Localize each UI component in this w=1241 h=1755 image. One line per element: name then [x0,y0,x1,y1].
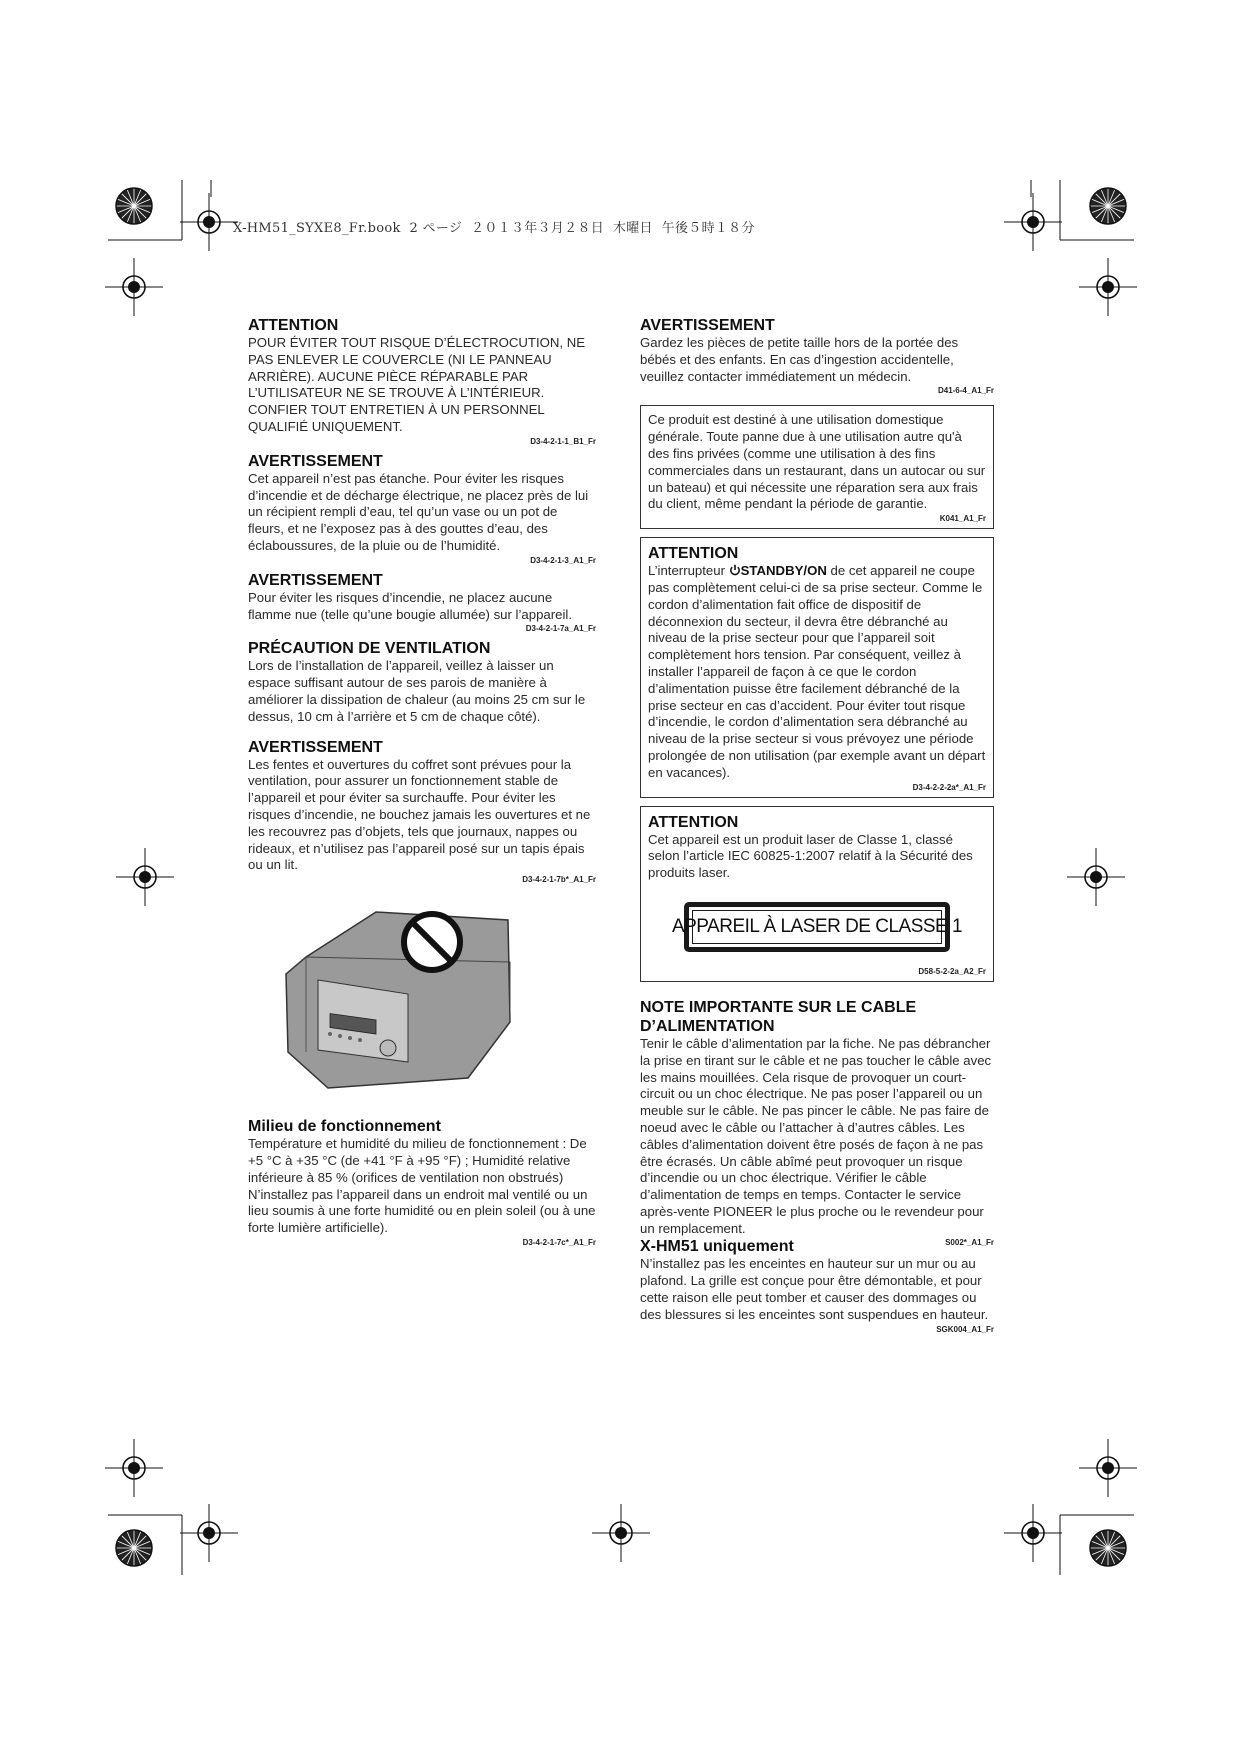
section-body: POUR ÉVITER TOUT RISQUE D’ÉLECTROCUTION, NE PAS ENLEVER LE COUVERCLE (NI LE PANNEAU ARRIÈRE). AUCUNE PIÈCE RÉPARABLE PAR L’UTILISATEUR NE SE TROUVE À L’INTÉRIEUR. CONFIER TOUT ENTRETIEN À UN PERSONNEL QUALIFIÉ UNIQUEMENT. [248,335,586,434]
registration-cross-icon [105,1439,163,1497]
reference-code: S002*_A1_Fr [945,1238,994,1248]
laser-class-label: APPAREIL À LASER DE CLASSE 1 [684,902,950,952]
section-power-cable [640,998,994,1238]
section-body: Les fentes et ouvertures du coffret sont prévues pour la ventilation, pour assurer un fonctionnement stable de l’appareil et pour éviter sa surchauffe. Pour éviter les risques d’incendie, ne bouchez jamais les ouvertures et ne les recouvrez pas d’objets, tels que journaux, nappes ou rideaux, et n’utilisez pas l’appareil posé sur un tapis épais ou un lit. [248,756,591,873]
section-body: Lors de l’installation de l’appareil, veillez à laisser un espace suffisant autour de ses parois de manière à améliorer la dissipation de chaleur (au moins 25 cm sur le dessus, 10 cm à l’arrière et 5 cm de chaque côté). [248,658,586,724]
attention-laser-box [640,806,994,982]
registration-cross-icon [592,1504,650,1562]
registration-wheel-icon [1090,1530,1126,1566]
covered-unit-illustration [248,902,596,1102]
section-warning-small-parts [640,316,994,397]
reference-code: D3-4-2-1-7b*_A1_Fr [522,875,596,885]
registration-cross-icon [1067,848,1125,906]
section-warning-vents [248,738,596,887]
reference-code: D3-4-2-1-3_A1_Fr [530,555,596,565]
section-ventilation [248,639,596,725]
file-header: X-HM51_SYXE8_Fr.book 2 ページ ２０１３年３月２８日 木曜日 午後５時１８分 [233,221,755,236]
section-warning-flame [248,571,596,636]
section-title: PRÉCAUTION DE VENTILATION [248,640,491,658]
section-title: ATTENTION [648,545,739,563]
section-body: Tenir le câble d’alimentation par la fiche. Ne pas débrancher la prise en tirant sur le câble et ne pas toucher le câble avec les mains mouillées. Cela risque de provoquer un court-circuit ou un choc électrique. Ne pas poser l’appareil ou un meuble sur le câble. Ne pas pincer le câble. Ne pas faire de noeud avec le câble ou l’attacher à d’autres câbles. Les câbles d’alimentation doivent être posés de façon à ne pas être écrasés. Un câble abîmé peut provoquer un risque d’incendie ou un choc électrique. Vérifier le câble d’alimentation de temps en temps. Contacter le service après-vente PIONEER le plus proche ou le revendeur pour un remplacement. [640,1035,992,1236]
registration-cross-icon [105,258,163,316]
section-title: X-HM51 uniquement [640,1238,794,1256]
registration-cross-icon [1004,1504,1062,1562]
reference-code: D3-4-2-2-2a*_A1_Fr [912,782,986,792]
registration-wheel-icon [116,1530,152,1566]
section-body: Pour éviter les risques d’incendie, ne placez aucune flamme nue (telle qu’une bougie allumée) sur l’appareil. [248,589,573,622]
section-title: ATTENTION [648,813,739,831]
right-column [640,316,994,1340]
section-title: Milieu de fonctionnement [248,1118,441,1136]
registration-cross-icon [180,193,238,251]
registration-cross-icon [180,1504,238,1562]
reference-code: D3-4-2-1-7a_A1_Fr [525,624,596,634]
reference-code: D41-6-4_A1_Fr [937,386,994,396]
reference-code: D3-4-2-1-7c*_A1_Fr [522,1237,596,1247]
registration-cross-icon [1079,258,1137,316]
registration-wheel-icon [116,188,152,224]
reference-code: D3-4-2-1-1_B1_Fr [530,436,596,446]
section-body: L’interrupteur STANDBY/ON de cet appareil ne coupe pas complètement celui-ci de sa prise secteur. Comme le cordon d’alimentation fait office de dispositif de déconnexion du secteur, il devra être débranché au niveau de la prise secteur pour que l’appareil soit complètement hors tension. Par conséquent, veillez à installer l’appareil de façon à ce que le cordon d’alimentation puisse être facilement débranché de la prise secteur en cas d’accident. Pour éviter tout risque d’incendie, le cordon d’alimentation sera débranché au niveau de la prise secteur si vous prévoyez une période prolongée de non utilisation (par exemple avant un départ en vacances). [648,563,986,780]
section-x-hm51-only [640,1237,994,1335]
domestic-use-box [640,405,994,529]
section-title: AVERTISSEMENT [248,738,383,756]
registration-cross-icon [1004,193,1062,251]
section-title: AVERTISSEMENT [248,452,383,470]
reference-code: SGK004_A1_Fr [936,1324,994,1334]
registration-wheel-icon [1090,188,1126,224]
reference-code: D58-5-2-2a_A2_Fr [918,966,986,976]
section-body: N’installez pas les enceintes en hauteur sur un mur ou au plafond. La grille est conçue pour être démontable, et pour cette raison elle peut tomber et causer des dommages ou des blessures si les enceintes sont suspendues en hauteur. [640,1256,989,1322]
section-title: ATTENTION [248,317,339,334]
section-warning-water [248,452,596,567]
standby-switch-label: STANDBY/ON [740,563,827,579]
section-body: Cet appareil n’est pas étanche. Pour éviter les risques d’incendie et de décharge électrique, ne placez près de lui un récipient rempli d’eau, tel qu’un vase ou un pot de fleurs, et ne l’exposez pas à des gouttes d’eau, des éclaboussures, de la pluie ou de l’humidité. [248,470,589,553]
section-body: Température et humidité du milieu de fonctionnement : De +5 °C à +35 °C (de +41 °F à +95 °F) ; Humidité relative inférieure à 85 % (orifices de ventilation non obstrués) [248,1136,587,1185]
attention-standby-box [640,537,994,797]
registration-cross-icon [116,848,174,906]
prohibition-icon [404,914,460,970]
section-title: NOTE IMPORTANTE SUR LE CABLE D’ALIMENTATION [640,998,917,1035]
left-column [248,316,596,1253]
section-environment [248,1117,596,1249]
registration-cross-icon [1079,1439,1137,1497]
section-body: Cet appareil est un produit laser de Classe 1, classé selon l’article IEC 60825-1:2007 relatif à la Sécurité des produits laser. [648,831,973,881]
section-attention-shock [248,316,596,448]
section-title: AVERTISSEMENT [640,317,775,334]
reference-code: K041_A1_Fr [939,514,986,524]
power-icon [729,564,741,576]
section-body: Ce produit est destiné à une utilisation domestique générale. Toute panne due à une utilisation autre qu'à des fins privées (comme une utilisation à des fins commerciales dans un restaurant, dans un autocar ou sur un bateau) et qui nécessite une réparation sera aux frais du client, même pendant la période de garantie. [648,412,986,512]
section-title: AVERTISSEMENT [248,571,383,589]
section-body: Gardez les pièces de petite taille hors de la portée des bébés et des enfants. En cas d’ingestion accidentelle, veuillez contacter immédiatement un médecin. [640,335,959,384]
section-body: N’installez pas l’appareil dans un endroit mal ventilé ou un lieu soumis à une forte humidité ou en plein soleil (ou à une forte lumière artificielle). [248,1186,596,1236]
